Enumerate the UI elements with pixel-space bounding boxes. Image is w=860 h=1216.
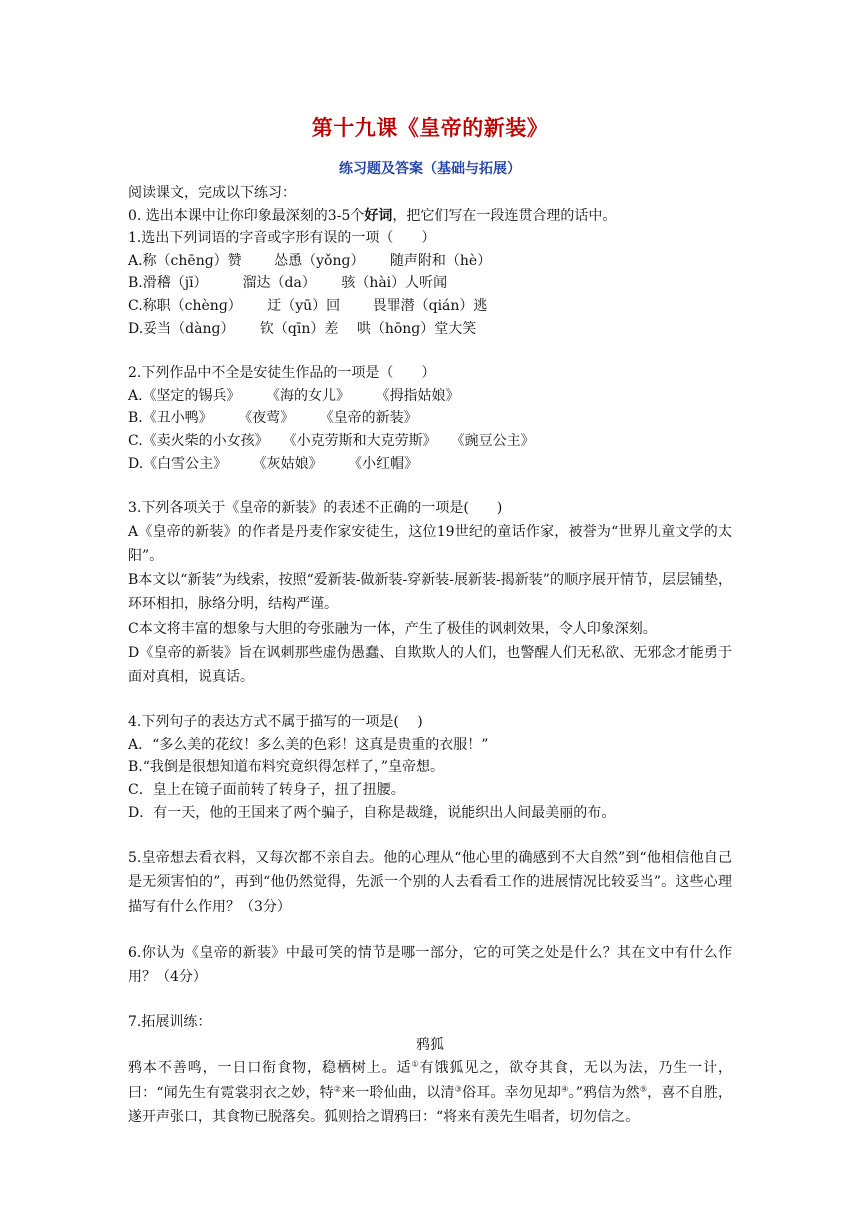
- question-4-option-c: C．皇上在镜子面前转了转身子，扭了扭腰。: [128, 781, 405, 798]
- passage-text: [128, 1056, 732, 1129]
- question-4-option-b: B.“我倒是很想知道布料究竟织得怎样了，”皇帝想。: [128, 759, 445, 776]
- question-1-option-b: B.滑稽（jī） 溜达（da） 骇（hài）人听闻: [128, 275, 448, 292]
- passage-seg: 鸦本不善鸣，一日口衔食物，稳栖树上。适: [128, 1060, 412, 1077]
- footnote-marker: ②: [333, 1083, 342, 1093]
- passage-seg: 有饿狐见之，欲夺其食，无以为法，乃生一计，曰：“闻先生有霓裳羽衣之妙，特: [128, 1060, 733, 1101]
- question-4-option-d: D．有一天，他的王国来了两个骗子，自称是裁缝，说能织出人间最美丽的布。: [128, 804, 616, 821]
- footnote-marker: ⑤: [639, 1083, 648, 1093]
- spacer: [128, 475, 732, 497]
- spacer: [128, 689, 732, 711]
- question-0: [128, 205, 732, 228]
- question-2-stem: 2.下列作品中不全是安徒生作品的一项是（ ）: [128, 365, 436, 382]
- spacer: [128, 340, 732, 362]
- question-7-stem: 7.拓展训练：: [128, 1014, 212, 1031]
- question-2-option-a: A.《坚定的锡兵》 《海的女儿》 《拇指姑娘》: [128, 387, 460, 404]
- question-5: 5.皇帝想去看衣料，又每次都不亲自去。他的心理从“他心里的确感到不大自然”到“他相信他自己是无须害怕的”，再到“他仍然觉得，先派一个别的人去看看工作的进展情况比较妥当”。这些心理描写有什么作用？（3分）: [128, 850, 732, 915]
- question-2-option-b: B.《丑小鸭》 《夜莺》 《皇帝的新装》: [128, 410, 418, 427]
- question-0-pre: 0. 选出本课中让你印象最深刻的3-5个: [128, 207, 365, 224]
- footnote-marker: ③: [454, 1083, 462, 1093]
- passage-seg: 俗耳。幸勿见却: [461, 1084, 562, 1101]
- question-1-option-c: C.称职（chènɡ） 迂（yū）回 畏罪潜（qián）逃: [128, 297, 488, 314]
- question-3-option-c: C本文将丰富的想象与大胆的夸张融为一体，产生了极佳的讽刺效果，令人印象深刻。: [128, 620, 657, 637]
- passage-seg: ，喜不自胜，遂开声张口，其食物已脱落矣。狐则拾之谓鸦曰：“将来有羡先生唱者，切勿信之。: [128, 1084, 733, 1125]
- question-1-option-d: D.妥当（dànɡ） 钦（qīn）差 哄（hōnɡ）堂大笑: [128, 320, 477, 337]
- question-3-option-b: B本文以“新装”为线索，按照“爱新装-做新装-穿新装-展新装-揭新装”的顺序展开情节，层层铺垫，环环相扣，脉络分明，结构严谨。: [128, 572, 732, 613]
- question-3-option-d: D《皇帝的新装》旨在讽刺那些虚伪愚蠢、自欺欺人的人们，也警醒人们无私欲、无邪念才能勇于面对真相，说真话。: [128, 644, 732, 685]
- question-0-bold: 好词: [364, 207, 393, 224]
- question-2-option-c: C.《卖火柴的小女孩》 《小克劳斯和大克劳斯》 《豌豆公主》: [128, 432, 535, 449]
- question-1-stem: 1.选出下列词语的字音或字形有误的一项（ ）: [128, 230, 436, 247]
- passage-title: 鸦狐: [416, 1036, 444, 1053]
- intro-text: 阅读课文，完成以下练习：: [128, 185, 296, 201]
- question-3-option-a: A《皇帝的新装》的作者是丹麦作家安徒生，这位19世纪的童话作家，被誉为“世界儿童文学的太阳”。: [128, 523, 732, 564]
- spacer: [128, 989, 732, 1011]
- question-0-post: ，把它们写在一段连贯合理的话中。: [392, 207, 617, 224]
- passage-seg: 来一聆仙曲，以清: [341, 1084, 455, 1101]
- footnote-marker: ④: [561, 1083, 569, 1093]
- question-6: 6.你认为《皇帝的新装》中最可笑的情节是哪一部分，它的可笑之处是什么？其在文中有什么作用？（4分）: [128, 944, 732, 985]
- spacer: [128, 919, 732, 941]
- question-4-stem: 4.下列句子的表达方式不属于描写的一项是( ): [128, 714, 423, 731]
- document-title: 第十九课《皇帝的新装》: [311, 115, 549, 140]
- question-3-stem: 3.下列各项关于《皇帝的新装》的表述不正确的一项是( ): [128, 500, 503, 517]
- question-4-option-a: A．“多么美的花纹！多么美的色彩！这真是贵重的衣服！”: [128, 736, 489, 753]
- passage-seg: 。”鸦信为然: [568, 1084, 640, 1101]
- spacer: [128, 824, 732, 846]
- footnote-marker: ①: [411, 1059, 420, 1069]
- question-1-option-a: A.称（chēnɡ）赞 怂恿（yǒnɡ） 随声附和（hè）: [128, 252, 492, 269]
- document-subtitle: 练习题及答案（基础与拓展）: [339, 161, 521, 177]
- question-2-option-d: D.《白雪公主》 《灰姑娘》 《小红帽》: [128, 455, 419, 472]
